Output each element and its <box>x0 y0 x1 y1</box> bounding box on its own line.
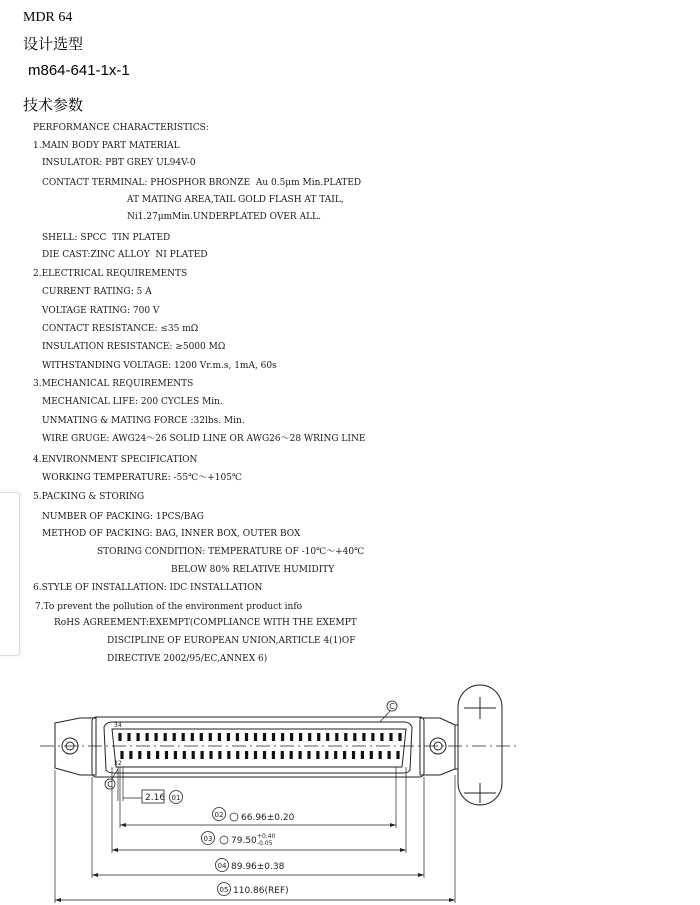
contact-pin <box>191 733 194 741</box>
bubble-02: 02 <box>214 811 224 819</box>
spec-line: CONTACT RESISTANCE: ≤35 mΩ <box>42 324 199 334</box>
tech-params-heading: 技术参数 <box>23 97 84 114</box>
contact-pin <box>343 751 346 759</box>
contact-pin <box>165 751 168 759</box>
callout-pin: C <box>107 780 113 789</box>
spec-line: DISCIPLINE OF EUROPEAN UNION,ARTICLE 4(1)OF <box>107 636 356 646</box>
spec-line: WITHSTANDING VOLTAGE: 1200 Vr.m.s, 1mA, 60s <box>42 361 277 371</box>
side-feedback-tab[interactable] <box>0 492 20 656</box>
contact-pin <box>129 751 132 759</box>
pin-mark-bottom: 32 <box>114 760 122 767</box>
contact-pin <box>370 751 373 759</box>
spec-line: METHOD OF PACKING: BAG, INNER BOX, OUTER BOX <box>42 529 301 539</box>
contact-pin <box>201 751 204 759</box>
contact-pin <box>396 751 399 759</box>
contact-pin <box>227 751 230 759</box>
contact-pin <box>218 733 221 741</box>
contact-pin <box>118 733 121 741</box>
contact-row-top <box>118 733 401 741</box>
contact-pin <box>120 751 123 759</box>
contact-pin <box>388 751 391 759</box>
contact-pin <box>245 733 248 741</box>
design-selection-heading: 设计选型 <box>23 36 84 53</box>
dimension-66-96: 66.96±0.20 <box>241 813 295 823</box>
callout-shell: C <box>389 702 395 711</box>
spec-line: UNMATING & MATING FORCE :32lbs. Min. <box>42 416 245 426</box>
contact-pin <box>164 733 167 741</box>
contact-pin <box>380 733 383 741</box>
dimension-79-50: 79.50 <box>231 836 257 846</box>
bubble-05: 05 <box>219 886 229 894</box>
contact-pin <box>209 751 212 759</box>
contact-pin <box>299 733 302 741</box>
contact-pin <box>290 733 293 741</box>
spec-line: CURRENT RATING: 5 A <box>42 287 152 297</box>
contact-pin <box>307 751 310 759</box>
contact-pin <box>290 751 293 759</box>
bubble-03: 03 <box>203 835 213 843</box>
spec-line: INSULATOR: PBT GREY UL94V-0 <box>42 158 196 168</box>
contact-pin <box>218 751 221 759</box>
connector-drawing <box>0 675 700 905</box>
dimension-79-50-tol-minus: -0.05 <box>257 840 273 847</box>
spec-line: STORING CONDITION: TEMPERATURE OF -10℃～+40℃ <box>97 547 365 557</box>
contact-pin <box>227 733 230 741</box>
contact-pin <box>138 751 141 759</box>
bubble-04: 04 <box>217 862 227 870</box>
contact-pin <box>325 751 328 759</box>
model-number: m864-641-1x-1 <box>28 62 130 79</box>
spec-line: DIRECTIVE 2002/95/EC,ANNEX 6) <box>107 654 268 664</box>
contact-pin <box>173 733 176 741</box>
spec-line: 2.ELECTRICAL REQUIREMENTS <box>33 269 188 279</box>
pitch-dimension: 2.16 <box>145 793 166 803</box>
contact-pin <box>127 733 130 741</box>
contact-pin <box>236 733 239 741</box>
dimension-79-50-tol-plus: +0.40 <box>257 833 276 840</box>
contact-pin <box>353 733 356 741</box>
contact-pin <box>200 733 203 741</box>
spec-line: Ni1.27μmMin.UNDERPLATED OVER ALL. <box>127 212 321 222</box>
contact-row-bottom <box>120 751 399 759</box>
contact-pin <box>362 733 365 741</box>
contact-pin <box>316 751 319 759</box>
spec-line: INSULATION RESISTANCE: ≥5000 MΩ <box>42 342 226 352</box>
product-title: MDR 64 <box>23 10 73 25</box>
pin-mark-top: 34 <box>114 722 122 729</box>
contact-pin <box>308 733 311 741</box>
spec-line: AT MATING AREA,TAIL GOLD FLASH AT TAIL, <box>127 195 344 205</box>
spec-line: 5.PACKING & STORING <box>33 492 145 502</box>
contact-pin <box>272 751 275 759</box>
contact-pin <box>281 751 284 759</box>
contact-pin <box>299 751 302 759</box>
contact-pin <box>156 751 159 759</box>
contact-pin <box>182 733 185 741</box>
spec-line: VOLTAGE RATING: 700 V <box>42 306 160 316</box>
contact-pin <box>361 751 364 759</box>
contact-pin <box>263 751 266 759</box>
contact-pin <box>352 751 355 759</box>
spec-line: WIRE GRUGE: AWG24～26 SOLID LINE OR AWG26～28 WRING LINE <box>42 434 366 444</box>
bubble-01: 01 <box>171 794 181 802</box>
contact-pin <box>344 733 347 741</box>
contact-pin <box>389 733 392 741</box>
contact-pin <box>174 751 177 759</box>
spec-line: DIE CAST:ZINC ALLOY NI PLATED <box>42 250 208 260</box>
contact-pin <box>155 733 158 741</box>
contact-pin <box>371 733 374 741</box>
spec-line: NUMBER OF PACKING: 1PCS/BAG <box>42 512 204 522</box>
spec-line: 7.To prevent the pollution of the environment product info <box>35 602 303 612</box>
spec-line: CONTACT TERMINAL: PHOSPHOR BRONZE Au 0.5μm Min.PLATED <box>42 178 362 188</box>
spec-line: SHELL: SPCC TIN PLATED <box>42 233 171 243</box>
contact-pin <box>335 733 338 741</box>
contact-pin <box>183 751 186 759</box>
spec-line: 1.MAIN BODY PART MATERIAL <box>33 141 180 151</box>
contact-pin <box>263 733 266 741</box>
contact-pin <box>245 751 248 759</box>
spec-line: RoHS AGREEMENT:EXEMPT(COMPLIANCE WITH THE EXEMPT <box>54 618 357 628</box>
spec-line: 6.STYLE OF INSTALLATION: IDC INSTALLATION <box>33 583 263 593</box>
contact-pin <box>192 751 195 759</box>
contact-pin <box>398 733 401 741</box>
dimension-110-86: 110.86(REF) <box>233 886 289 896</box>
contact-pin <box>254 733 257 741</box>
spec-line: 3.MECHANICAL REQUIREMENTS <box>33 379 194 389</box>
contact-pin <box>317 733 320 741</box>
dimension-89-96: 89.96±0.38 <box>231 862 285 872</box>
spec-line: WORKING TEMPERATURE: -55℃～+105℃ <box>42 473 242 483</box>
spec-line: PERFORMANCE CHARACTERISTICS: <box>33 123 209 133</box>
contact-pin <box>147 751 150 759</box>
contact-pin <box>334 751 337 759</box>
contact-pin <box>272 733 275 741</box>
contact-pin <box>236 751 239 759</box>
spec-line: BELOW 80% RELATIVE HUMIDITY <box>171 565 335 575</box>
contact-pin <box>209 733 212 741</box>
contact-pin <box>254 751 257 759</box>
contact-pin <box>281 733 284 741</box>
contact-pin <box>137 733 140 741</box>
contact-pin <box>326 733 329 741</box>
spec-line: 4.ENVIRONMENT SPECIFICATION <box>33 455 198 465</box>
contact-pin <box>146 733 149 741</box>
spec-line: MECHANICAL LIFE: 200 CYCLES Min. <box>42 397 223 407</box>
contact-pin <box>379 751 382 759</box>
